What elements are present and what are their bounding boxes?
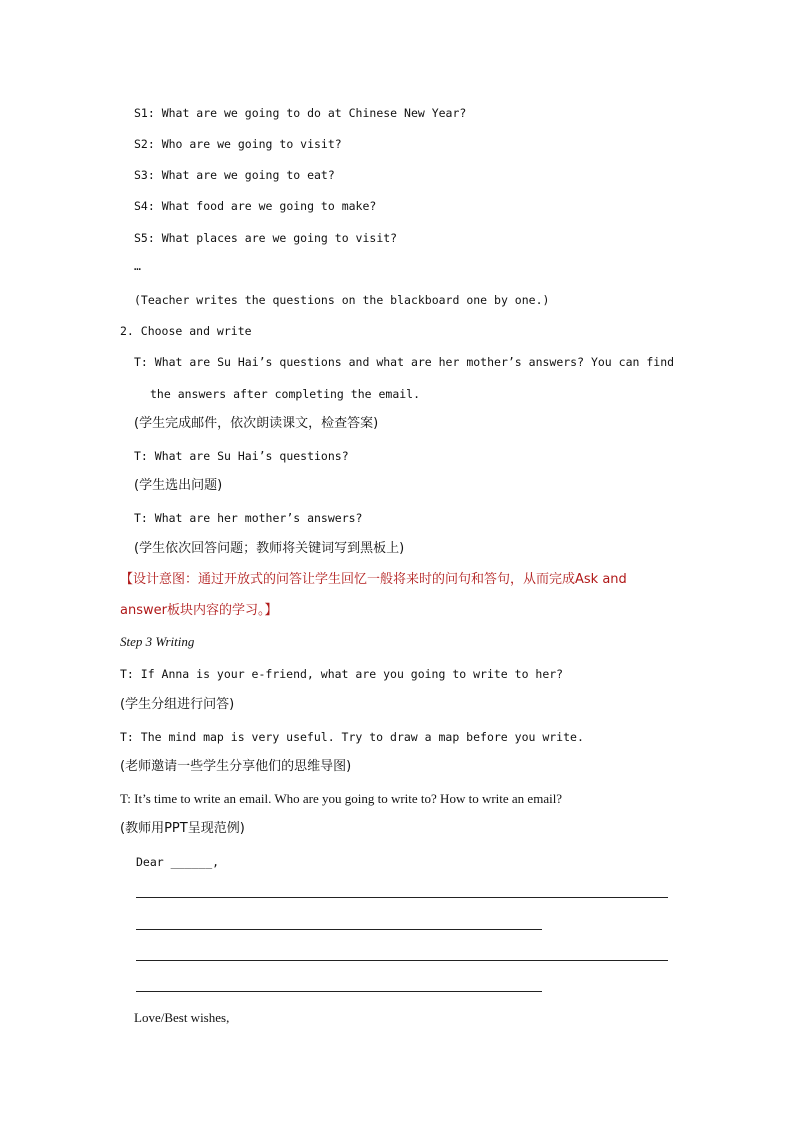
teacher-question-mother: T: What are her mother’s answers? <box>134 511 363 525</box>
question-s4: S4: What food are we going to make? <box>134 199 377 213</box>
teacher-write-email: T: It’s time to write an email. Who are you going to write to? How to write an email? <box>120 791 563 806</box>
teacher-note-ppt: (教师用PPT呈现范例) <box>120 821 245 836</box>
teacher-question-line-2: the answers after completing the email. <box>150 387 421 401</box>
email-salutation: Dear ______, <box>136 855 220 869</box>
student-note-complete-email: (学生完成邮件，依次朗读课文，检查答案) <box>134 416 379 431</box>
question-s1: S1: What are we going to do at Chinese New Year? <box>134 106 467 120</box>
question-s3: S3: What are we going to eat? <box>134 168 335 182</box>
question-s5: S5: What places are we going to visit? <box>134 231 398 245</box>
writing-line-2 <box>136 929 542 930</box>
email-closing: Love/Best wishes, <box>134 1010 230 1025</box>
step3-heading: Step 3 Writing <box>120 634 195 649</box>
writing-line-3 <box>136 960 668 961</box>
writing-line-4 <box>136 991 542 992</box>
teacher-question-line-1: T: What are Su Hai’s questions and what are her mother’s answers? You can find <box>134 355 675 369</box>
design-intent-line-2: answer板块内容的学习。】 <box>120 603 278 618</box>
student-note-answer-questions: (学生依次回答问题；教师将关键词写到黑板上) <box>134 541 405 556</box>
writing-line-1 <box>136 897 668 898</box>
teacher-note: (Teacher writes the questions on the blackboard one by one.) <box>134 293 550 307</box>
student-note-group: (学生分组进行问答) <box>120 697 235 712</box>
design-intent-line-1: 【设计意图：通过开放式的问答让学生回忆一般将来时的问句和答句，从而完成Ask and <box>120 572 627 587</box>
ellipsis: … <box>134 259 141 273</box>
teacher-question-anna: T: If Anna is your e-friend, what are you going to write to her? <box>120 667 564 681</box>
section-heading-choose-and-write: 2. Choose and write <box>120 324 252 338</box>
teacher-question-su-hai: T: What are Su Hai’s questions? <box>134 449 349 463</box>
teacher-note-share: (老师邀请一些学生分享他们的思维导图) <box>120 759 352 774</box>
student-note-choose-questions: (学生选出问题) <box>134 478 223 493</box>
teacher-mind-map: T: The mind map is very useful. Try to draw a map before you write. <box>120 730 584 744</box>
question-s2: S2: Who are we going to visit? <box>134 137 342 151</box>
